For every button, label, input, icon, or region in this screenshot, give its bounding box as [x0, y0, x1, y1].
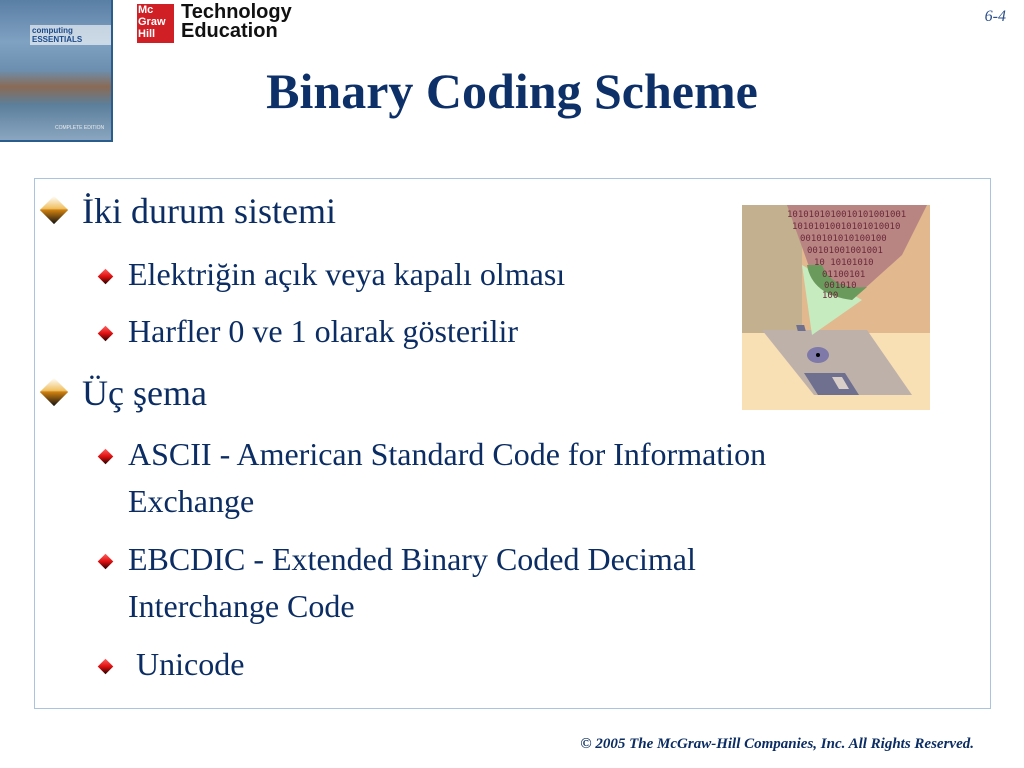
logo-text-line: Technology: [181, 1, 292, 23]
bullet-text: Üç şema: [82, 373, 207, 413]
page-number: 6-4: [984, 8, 1006, 25]
binary-row: 0010101010100100: [800, 234, 887, 244]
bullet-item: [128, 251, 565, 298]
logo-line: Mc: [138, 4, 154, 16]
bullet-text: ASCII - American Standard Code for Information: [128, 436, 767, 472]
bullet-item: [128, 431, 766, 525]
mcgraw-hill-logo: [137, 4, 174, 43]
copyright-footer: © 2005 The McGraw-Hill Companies, Inc. All Rights Reserved.: [580, 736, 974, 752]
binary-row: 001010: [824, 281, 857, 291]
bullet-item: [128, 641, 244, 688]
binary-floppy-clipart: [742, 205, 930, 410]
binary-row: 10101010010101010010: [792, 222, 901, 232]
logo-text-line: Education: [181, 20, 278, 42]
bullet-text: Harfler 0 ve 1 olarak gösterilir: [128, 313, 519, 349]
bullet-item: [128, 536, 696, 630]
bullet-text: Unicode: [128, 646, 245, 682]
binary-row: 00101001001001: [807, 246, 883, 256]
binary-row: 01100101: [822, 270, 866, 280]
slide-title: Binary Coding Scheme: [266, 63, 758, 119]
bullet-item: [82, 372, 207, 414]
bullet-item: [128, 308, 518, 355]
bullet-text: İki durum sistemi: [82, 191, 336, 231]
logo-line: Hill: [138, 28, 156, 40]
logo-text: [181, 3, 292, 41]
bullet-item: [82, 190, 336, 232]
logo-line: Graw: [138, 16, 166, 28]
cover-title: computing ESSENTIALS: [30, 25, 111, 45]
bullet-text-continuation: Interchange Code: [128, 588, 355, 624]
binary-row: 1010101010010101001001: [787, 210, 907, 220]
bullet-text-continuation: Exchange: [128, 483, 255, 519]
cover-footer: COMPLETE EDITION: [55, 125, 105, 131]
bullet-text: Elektriğin açık veya kapalı olması: [128, 256, 566, 292]
binary-row: 10 10101010: [814, 258, 874, 268]
bullet-text: EBCDIC - Extended Binary Coded Decimal: [128, 541, 696, 577]
binary-row: 100: [822, 291, 839, 301]
